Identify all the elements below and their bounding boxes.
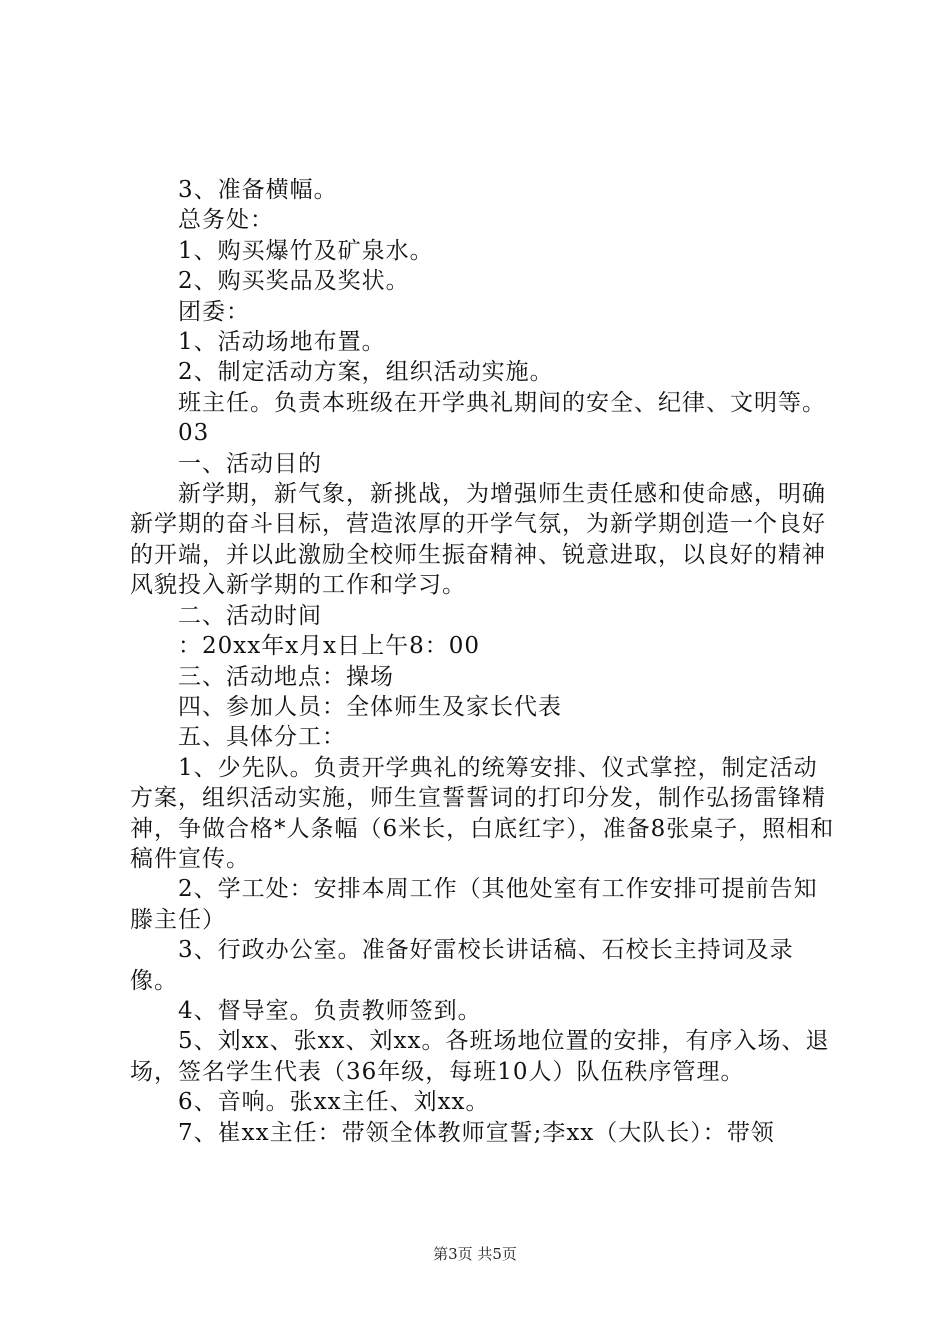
paragraph-19: 3、行政办公室。准备好雷校长讲话稿、石校长主持词及录像。: [130, 937, 794, 994]
paragraph-3: 1、购买爆竹及矿泉水。: [178, 237, 434, 264]
document-body: [130, 175, 835, 1148]
paragraph-14: 三、活动地点：操场: [178, 663, 394, 690]
paragraph-11: 新学期，新气象，新挑战，为增强师生责任感和使命感，明确新学期的奋斗目标，营造浓厚的开学气氛，为新学期创造一个良好的开端，并以此激励全校师生振奋精神、锐意进取，以良好的精神风貌投入新学期的工作和学习。: [130, 481, 826, 599]
paragraph-12: 二、活动时间: [178, 602, 322, 629]
paragraph-17: 1、少先队。负责开学典礼的统筹安排、仪式掌控，制定活动方案，组织活动实施，师生宣誓誓词的打印分发，制作弘扬雷锋精神，争做合格*人条幅（6米长，白底红字），准备8张桌子，照相和稿件宣传。: [130, 754, 835, 872]
paragraph-22: 6、音响。张xx主任、刘xx。: [178, 1089, 490, 1116]
paragraph-15: 四、参加人员：全体师生及家长代表: [178, 693, 562, 720]
paragraph-5: 团委：: [178, 298, 250, 325]
paragraph-13: ：20xx年x月x日上午8：00: [178, 633, 481, 660]
paragraph-23: 7、崔xx主任：带领全体教师宣誓;李xx（大队长）：带领: [178, 1119, 775, 1146]
paragraph-2: 总务处：: [178, 207, 274, 234]
paragraph-18: 2、学工处：安排本周工作（其他处室有工作安排可提前告知滕主任）: [130, 876, 818, 933]
paragraph-16: 五、具体分工：: [178, 724, 346, 751]
paragraph-4: 2、购买奖品及奖状。: [178, 268, 410, 295]
paragraph-8: 班主任。负责本班级在开学典礼期间的安全、纪律、文明等。: [178, 389, 826, 416]
paragraph-21: 5、刘xx、张xx、刘xx。各班场地位置的安排，有序入场、退场，签名学生代表（36年级，每班10人）队伍秩序管理。: [130, 1028, 830, 1085]
paragraph-20: 4、督导室。负责教师签到。: [178, 997, 482, 1024]
paragraph-7: 2、制定活动方案，组织活动实施。: [178, 359, 554, 386]
paragraph-9: 03: [178, 420, 210, 447]
paragraph-1: 3、准备横幅。: [178, 177, 338, 203]
paragraph-10: 一、活动目的: [178, 450, 322, 477]
page-number-footer: 第3页 共5页: [433, 1245, 517, 1263]
paragraph-6: 1、活动场地布置。: [178, 329, 386, 356]
